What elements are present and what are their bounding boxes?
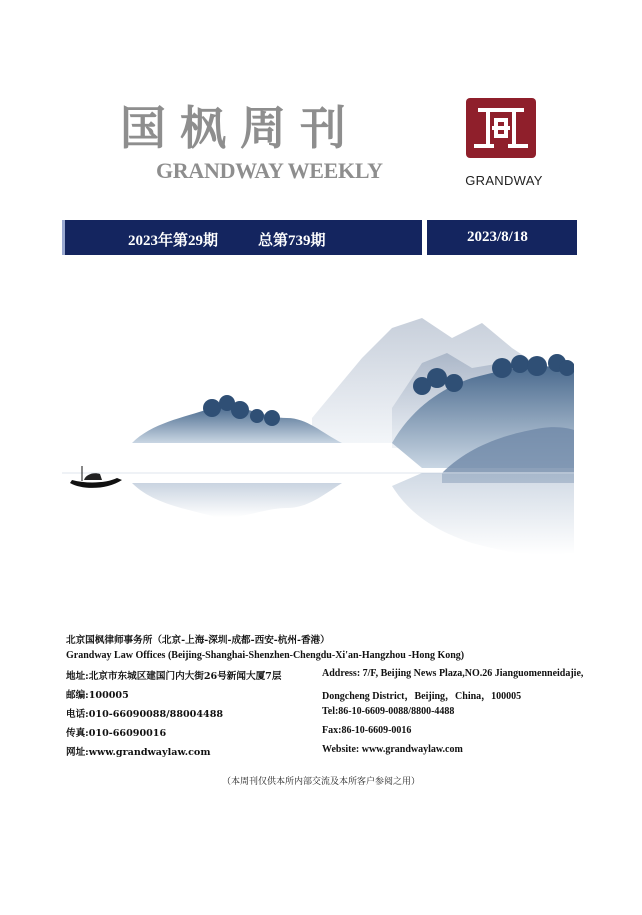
firm-name-cn: 北京国枫律师事务所（北京-上海-深圳-成都-西安-杭州-香港） <box>66 635 330 646</box>
issue-band <box>62 220 422 255</box>
date-band <box>427 220 577 255</box>
phone-cn: 电话:010-66090088/88004488 <box>66 709 224 720</box>
distribution-notice: （本周刊仅供本所内部交流及本所客户参阅之用） <box>221 777 420 787</box>
tel-en: Tel:86-10-6609-0088/8800-4488 <box>322 706 455 717</box>
masthead-title-cn: 国枫周刊 <box>120 101 360 155</box>
postcode-cn: 邮编:100005 <box>66 690 129 701</box>
issue-date: 2023/8/18 <box>467 229 528 245</box>
grandway-logo-icon <box>466 98 536 158</box>
website-en[interactable]: Website: www.grandwaylaw.com <box>322 744 463 755</box>
logo-text: GRANDWAY <box>465 173 543 188</box>
fax-cn: 传真:010-66090016 <box>66 728 167 739</box>
address-cn: 地址:北京市东城区建国门内大街26号新闻大厦7层 <box>66 671 282 682</box>
landscape-painting-image <box>62 268 574 613</box>
issue-total: 总第739期 <box>258 233 326 249</box>
address-en-line1: Address: 7/F, Beijing News Plaza,NO.26 Jianguomenneidajie, <box>322 668 584 679</box>
address-en-line2: Dongcheng District，Beijing，China，100005 <box>322 691 522 702</box>
fax-en: Fax:86-10-6609-0016 <box>322 725 412 736</box>
firm-name-en: Grandway Law Offices (Beijing-Shanghai-Shenzhen-Chengdu-Xi'an-Hangzhou -Hong Kong) <box>66 650 465 661</box>
website-cn[interactable]: 网址:www.grandwaylaw.com <box>66 747 211 758</box>
masthead-title-en: GRANDWAY WEEKLY <box>156 158 383 183</box>
issue-number: 2023年第29期 <box>128 233 219 249</box>
